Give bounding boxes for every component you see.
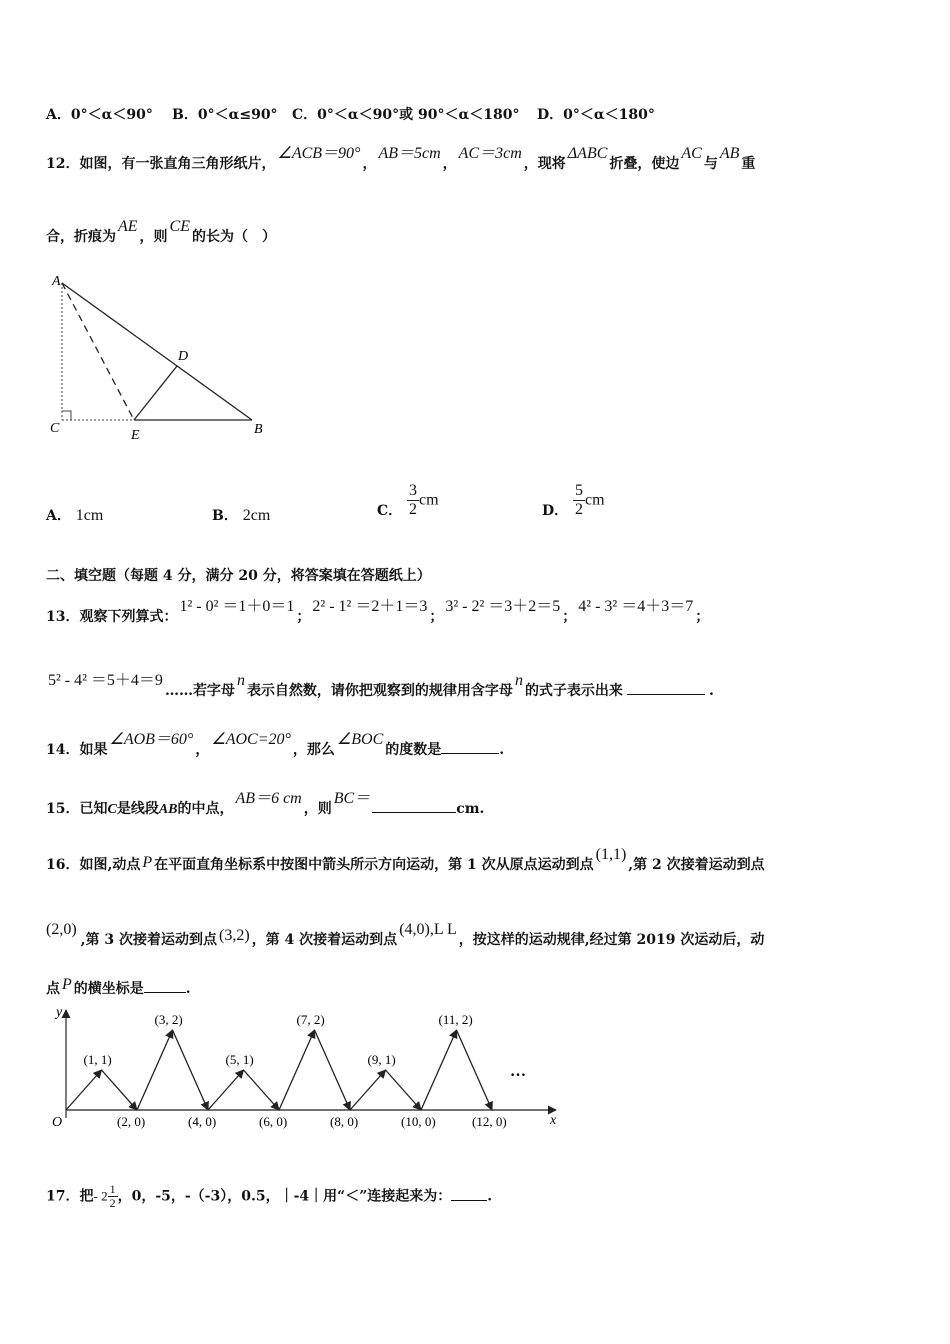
- q12-option-c: [377, 482, 439, 519]
- q13-expr-2: 2² - 1² ＝2＋1＝3: [312, 598, 428, 615]
- q16-text: ,第 2 次接着运动到点: [628, 857, 765, 873]
- q13-line1: [46, 598, 710, 626]
- q12-triangle-figure: [40, 268, 280, 448]
- q17-text: ，0，-5，-（-3），0.5，｜-4｜用“＜”连接起来为：: [117, 1188, 452, 1205]
- numerator: 3: [409, 482, 418, 499]
- q12-side-ac: AC: [681, 145, 702, 162]
- q12-number: 12．: [46, 156, 80, 172]
- q15-text: 是线段: [116, 801, 159, 817]
- side-ab: [62, 283, 252, 420]
- q13-answer-blank[interactable]: [627, 694, 705, 695]
- q16-text: 点: [46, 981, 60, 997]
- label-b: B: [254, 422, 263, 437]
- unit: cm: [585, 491, 605, 509]
- point-label-upper: (5, 1): [225, 1052, 254, 1067]
- q16-text: ,第 3 次接着运动到点: [80, 932, 218, 948]
- q12-option-a: [46, 505, 103, 525]
- q12-segment-ce: CE: [169, 218, 190, 235]
- q15-text: 已知: [79, 801, 108, 817]
- option-value: 2cm: [242, 507, 271, 524]
- q13-expr-5: 5² - 4² ＝5＋4＝9: [48, 672, 163, 689]
- q11-option-c: C．0°＜α＜90°或 90°＜α＜180°: [292, 107, 520, 123]
- q15-segment-ab: AB: [158, 802, 178, 817]
- q14-text: ，那么: [292, 742, 335, 758]
- move-arrow: [386, 1070, 422, 1110]
- q15-text: ，则: [303, 801, 332, 817]
- q13-text: 观察下列算式：: [79, 609, 178, 625]
- q11-option-d: D．0°＜α＜180°: [537, 107, 655, 123]
- q12-text: 折叠，使边: [609, 156, 680, 172]
- q16-text: 的横坐标是: [73, 981, 144, 997]
- q16-zigzag-figure: [40, 1002, 570, 1138]
- point-label-upper: (1, 1): [83, 1052, 112, 1067]
- semicolon: ；: [562, 609, 577, 625]
- q13-text: 表示自然数，请你把观察到的规律用含字母: [246, 683, 513, 699]
- segment-ed: [134, 366, 177, 420]
- q13-letter-n: n: [514, 672, 523, 689]
- q12-text: 重: [741, 156, 756, 172]
- q14-answer-blank[interactable]: [441, 753, 499, 754]
- q16-text: 如图,动点: [79, 857, 141, 873]
- q13-expr-3: 3² - 2² ＝3＋2＝5: [445, 598, 561, 615]
- q16-point-4-0: (4,0),L L: [399, 921, 457, 938]
- q16-text: ，按这样的运动规律,经过第 2019 次运动后，动: [458, 932, 765, 948]
- point-label-lower: (10, 0): [401, 1114, 436, 1129]
- q16-point-p: P: [142, 854, 153, 871]
- q17-fraction: [108, 1183, 118, 1210]
- y-axis-label: y: [56, 1005, 63, 1020]
- q12-text: ，则: [139, 229, 168, 245]
- point-labels: [84, 1012, 507, 1129]
- q16-text: 在平面直角坐标系中按图中箭头所示方向运动，第 1 次从原点运动到点: [154, 857, 594, 873]
- q12-option-b: [212, 505, 270, 525]
- point-label-upper: (9, 1): [367, 1052, 396, 1067]
- move-arrow: [137, 1030, 173, 1110]
- semicolon: ；: [296, 609, 311, 625]
- q17-text: 把: [79, 1188, 94, 1205]
- q12-angle-acb: ∠ACB＝90°: [277, 145, 361, 162]
- move-arrow: [208, 1070, 244, 1110]
- q15-bc: BC＝: [333, 790, 371, 807]
- q12-text: 如图，有一张直角三角形纸片，: [79, 156, 276, 172]
- q13-letter-n: n: [236, 672, 245, 689]
- point-label-upper: (7, 2): [296, 1012, 325, 1027]
- q17-number: 17．: [46, 1188, 80, 1205]
- q13-text: ……若字母: [164, 683, 235, 699]
- q15-answer-blank[interactable]: [372, 812, 456, 813]
- q12-triangle: ΔABC: [567, 145, 608, 162]
- denominator: 2: [409, 501, 418, 518]
- move-arrow: [457, 1030, 493, 1110]
- q17-answer-blank[interactable]: [451, 1200, 487, 1201]
- move-arrow: [421, 1030, 457, 1110]
- q15-number: 15．: [46, 801, 80, 817]
- q12-text: ，现将: [523, 156, 566, 172]
- q12-ac-length: AC＝3cm: [458, 145, 522, 162]
- point-label-lower: (12, 0): [472, 1114, 507, 1129]
- option-value: 1cm: [75, 507, 104, 524]
- label-c: C: [50, 421, 60, 436]
- q17-line: [46, 1183, 492, 1210]
- zigzag-path: [66, 1030, 492, 1110]
- comma: ，: [362, 156, 377, 172]
- q14-text: 的度数是: [385, 742, 442, 758]
- q12-text: 与: [703, 156, 718, 172]
- q16-answer-blank[interactable]: [144, 992, 186, 993]
- q14-number: 14．: [46, 742, 80, 758]
- denominator: 2: [575, 501, 584, 518]
- q14-angle-aoc: ∠AOC=20°: [211, 731, 291, 748]
- fraction: [573, 482, 585, 519]
- q16-line1: [46, 846, 765, 874]
- q13-number: 13．: [46, 609, 80, 625]
- x-axis-label: x: [550, 1113, 557, 1128]
- numerator: 5: [575, 482, 584, 499]
- point-label-lower: (2, 0): [117, 1114, 146, 1129]
- point-label-lower: (4, 0): [188, 1114, 217, 1129]
- q12-crease-ae: AE: [118, 218, 138, 235]
- q12-text: 合，折痕为: [46, 229, 116, 245]
- q15-text: 的中点，: [177, 801, 234, 817]
- comma: ，: [195, 742, 210, 758]
- period: .: [708, 683, 714, 699]
- q13-expr-4: 4² - 3² ＝4＋3＝7: [578, 598, 694, 615]
- q12-option-d: [542, 482, 605, 519]
- period: .: [185, 981, 191, 997]
- q14-line: [46, 731, 505, 759]
- q11-option-a: A．0°＜α＜90°: [46, 107, 153, 123]
- section-heading: 二、填空题（每题 4 分，满分 20 分，将答案填在答题纸上）: [46, 568, 431, 584]
- q12-line2: [46, 218, 276, 246]
- option-label: A．: [46, 508, 71, 524]
- point-label-upper: (3, 2): [154, 1012, 183, 1027]
- q14-angle-boc: ∠BOC: [336, 731, 384, 748]
- period: .: [487, 1188, 493, 1205]
- label-e: E: [131, 428, 140, 443]
- q17-mixed-whole: - 2: [93, 1188, 108, 1204]
- option-label: C．: [377, 502, 403, 519]
- q11-option-b: B．0°＜α≤90°: [172, 107, 278, 123]
- move-arrow: [66, 1070, 102, 1110]
- q12-ab-length: AB＝5cm: [378, 145, 441, 162]
- q12-side-ab: AB: [719, 145, 740, 162]
- move-arrow: [173, 1030, 209, 1110]
- numerator: 1: [109, 1182, 116, 1196]
- move-arrow: [102, 1070, 138, 1110]
- option-label: B．: [212, 508, 238, 524]
- denominator: 2: [109, 1196, 116, 1210]
- move-arrow: [279, 1030, 315, 1110]
- q15-point-c: C: [107, 802, 117, 817]
- q12-text: 的长为（ ）: [192, 229, 276, 245]
- period: .: [499, 742, 505, 758]
- ellipsis: …: [510, 1063, 526, 1080]
- crease-ae: [62, 283, 134, 420]
- move-arrow: [350, 1070, 386, 1110]
- q14-text: 如果: [79, 742, 108, 758]
- point-label-upper: (11, 2): [438, 1012, 473, 1027]
- q16-point-p: P: [62, 976, 72, 993]
- q14-angle-aob: ∠AOB＝60°: [109, 731, 194, 748]
- comma: ，: [442, 156, 457, 172]
- q16-point-1-1: (1,1): [595, 846, 627, 863]
- label-a: A: [52, 274, 61, 289]
- q13-line2: [46, 672, 714, 700]
- label-d: D: [178, 349, 189, 364]
- q16-point-3-2: (3,2): [219, 927, 250, 944]
- q12-line1: [46, 145, 756, 173]
- q16-number: 16．: [46, 857, 80, 873]
- fraction: [407, 482, 419, 519]
- point-label-lower: (8, 0): [330, 1114, 359, 1129]
- unit: cm: [419, 491, 439, 509]
- q13-text: 的式子表示出来: [524, 683, 623, 699]
- point-label-lower: (6, 0): [259, 1114, 288, 1129]
- option-label: D．: [542, 502, 569, 519]
- origin-label: O: [52, 1115, 63, 1130]
- semicolon: ；: [695, 609, 710, 625]
- move-arrow: [244, 1070, 280, 1110]
- q15-ab-length: AB＝6 cm: [235, 790, 302, 807]
- q13-expr-1: 1² - 0² ＝1＋0＝1: [179, 598, 295, 615]
- q15-line: [46, 790, 485, 818]
- q15-unit: cm.: [456, 801, 485, 817]
- move-arrow: [315, 1030, 351, 1110]
- q16-point-2-0: (2,0): [46, 921, 77, 938]
- q16-line3: [46, 978, 191, 998]
- q16-line2: [46, 921, 765, 949]
- right-angle-mark: [62, 411, 71, 420]
- semicolon: ；: [429, 609, 444, 625]
- q16-text: ，第 4 次接着运动到点: [251, 932, 398, 948]
